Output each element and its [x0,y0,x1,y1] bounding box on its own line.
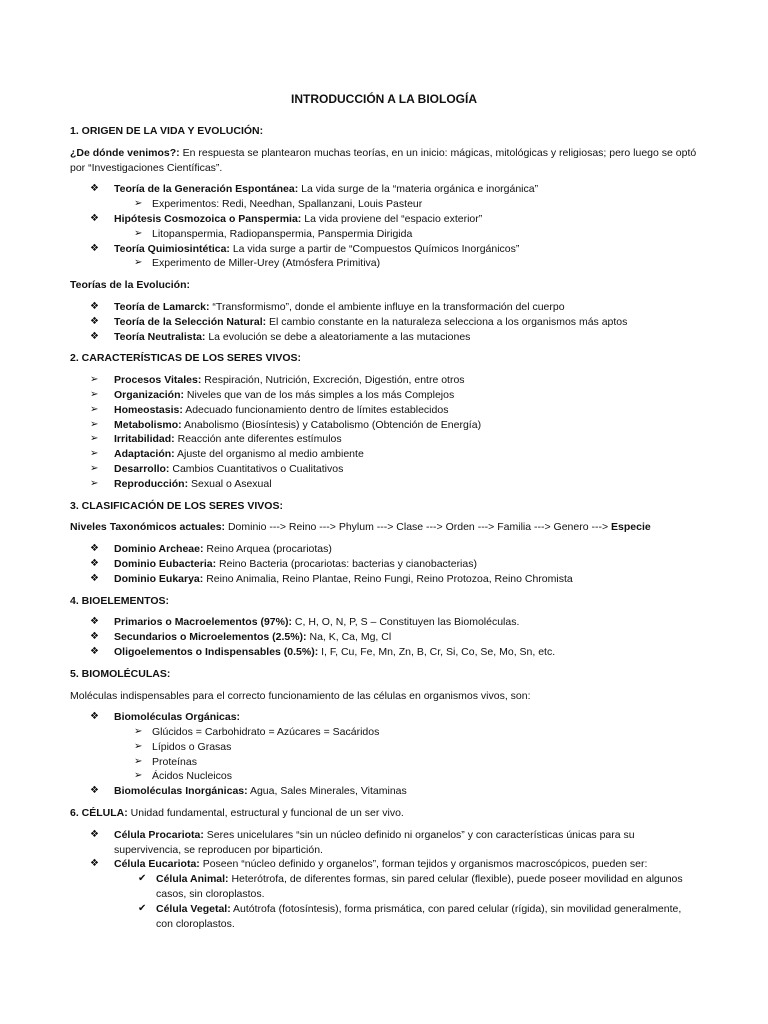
item-text: Seres unicelulares “sin un núcleo definido ni organelos” y con características únicas para su supervivencia, se reproducen por bipartición. [114,828,635,856]
item-text: Sexual o Asexual [188,477,272,490]
section-6-heading [70,806,700,821]
item-label: Dominio Eukarya: [114,572,204,585]
list-item [70,373,700,388]
list-item [70,828,700,858]
arrow-bullet-icon: ➢ [90,403,99,415]
check-bullet-icon: ✔ [138,902,147,914]
list-item [70,902,700,932]
diamond-bullet-icon: ❖ [90,631,99,643]
list-item [70,542,700,557]
item-text: I, F, Cu, Fe, Mn, Zn, B, Cr, Si, Co, Se, Mo, Sn, etc. [318,645,556,658]
list-item [70,227,700,242]
origin-theories-list [70,212,700,227]
list-item [70,630,700,645]
item-label: Desarrollo: [114,462,170,475]
origin-question-text: En respuesta se plantearon muchas teorías, en un inicio: mágicas, mitológicas y religiosas; pero luego se optó por “Investigaciones Científicas”. [70,146,697,174]
subitem-text: Ácidos Nucleicos [152,770,232,783]
diamond-bullet-icon: ❖ [90,183,99,195]
sublist [70,197,700,212]
cell-types-list [70,828,700,872]
list-item [70,477,700,492]
arrow-bullet-icon: ➢ [134,740,143,752]
item-label: Hipótesis Cosmozoica o Panspermia: [114,212,302,225]
item-label: Biomoléculas Orgánicas: [114,711,241,724]
item-text: Ajuste del organismo al medio ambiente [174,448,364,461]
item-text: Reacción ante diferentes estímulos [174,433,342,446]
list-item [70,330,700,345]
list-item [70,740,700,755]
subitem-text: Glúcidos = Carbohidrato = Azúcares = Sacáridos [152,726,380,739]
document-body [70,124,700,938]
evolution-heading-text: Teorías de la Evolución: [70,279,191,292]
section-4-heading: 4. BIOELEMENTOS: [70,594,169,607]
document-title: INTRODUCCIÓN A LA BIOLOGÍA [291,92,477,106]
arrow-bullet-icon: ➢ [90,462,99,474]
item-text: Cambios Cuantitativos o Cualitativos [169,462,344,475]
diamond-bullet-icon: ❖ [90,300,99,312]
item-text: La vida surge de la “materia orgánica e inorgánica” [298,183,539,196]
list-item [70,432,700,447]
subitem-text: Experimentos: Redi, Needhan, Spallanzani, Louis Pasteur [152,198,423,211]
sublist [70,725,700,784]
item-text: Adecuado funcionamiento dentro de límites establecidos [182,403,449,416]
arrow-bullet-icon: ➢ [90,388,99,400]
item-label: Célula Procariota: [114,828,204,841]
diamond-bullet-icon: ❖ [90,858,99,870]
list-item [70,242,700,257]
item-text: Niveles que van de los más simples a los más Complejos [184,388,455,401]
origin-question-paragraph [70,146,700,176]
list-item [70,755,700,770]
arrow-bullet-icon: ➢ [134,726,143,738]
section-3-heading: 3. CLASIFICACIÓN DE LOS SERES VIVOS: [70,499,283,512]
evolution-theories-list [70,300,700,344]
item-text: Poseen “núcleo definido y organelos”, forman tejidos y organismos macroscópicos, pueden ser: [199,858,648,871]
section-6-label: 6. CÉLULA: [70,807,128,820]
item-label: Reproducción: [114,477,189,490]
item-text: Autótrofa (fotosíntesis), forma prismática, con pared celular (rígida), sin movilidad generalmente, con cloroplastos. [156,902,682,930]
item-label: Procesos Vitales: [114,374,202,387]
item-label: Irritabilidad: [114,433,175,446]
list-item [70,710,700,725]
item-text: Reino Animalia, Reino Plantae, Reino Fungi, Reino Protozoa, Reino Chromista [203,572,573,585]
item-label: Dominio Eubacteria: [114,557,217,570]
bioelements-list [70,615,700,659]
taxonomic-levels-text: Dominio ---> Reino ---> Phylum ---> Clase ---> Orden ---> Familia ---> Genero ---> [225,521,612,534]
diamond-bullet-icon: ❖ [90,645,99,657]
arrow-bullet-icon: ➢ [90,477,99,489]
item-label: Célula Eucariota: [114,858,200,871]
list-item [70,572,700,587]
arrow-bullet-icon: ➢ [134,198,143,210]
item-label: Teoría Neutralista: [114,330,206,343]
check-bullet-icon: ✔ [138,873,147,885]
item-label: Célula Animal: [156,873,229,886]
item-text: El cambio constante en la naturaleza selecciona a los organismos más aptos [266,315,628,328]
diamond-bullet-icon: ❖ [90,785,99,797]
diamond-bullet-icon: ❖ [90,616,99,628]
item-text: Respiración, Nutrición, Excreción, Digestión, entre otros [201,374,465,387]
arrow-bullet-icon: ➢ [134,755,143,767]
taxonomic-levels-label: Niveles Taxonómicos actuales: [70,521,226,534]
diamond-bullet-icon: ❖ [90,543,99,555]
subitem-text: Experimento de Miller-Urey (Atmósfera Primitiva) [152,257,381,270]
taxonomic-levels-paragraph [70,520,700,535]
diamond-bullet-icon: ❖ [90,557,99,569]
list-item [70,300,700,315]
subitem-text: Litopanspermia, Radiopanspermia, Panspermia Dirigida [152,227,413,240]
arrow-bullet-icon: ➢ [90,433,99,445]
list-item [70,182,700,197]
item-text: Anabolismo (Biosíntesis) y Catabolismo (Obtención de Energía) [181,418,482,431]
subitem-text: Lípidos o Grasas [152,740,232,753]
item-text: La vida proviene del “espacio exterior” [301,212,483,225]
evolution-heading [70,278,700,293]
list-item [70,784,700,799]
item-label: Teoría Quimiosintética: [114,242,230,255]
arrow-bullet-icon: ➢ [90,374,99,386]
arrow-bullet-icon: ➢ [134,770,143,782]
item-label: Adaptación: [114,448,175,461]
list-item [70,403,700,418]
diamond-bullet-icon: ❖ [90,711,99,723]
section-6-text: Unidad fundamental, estructural y funcional de un ser vivo. [127,807,404,820]
arrow-bullet-icon: ➢ [134,227,143,239]
diamond-bullet-icon: ❖ [90,330,99,342]
organic-biomolecules-list [70,710,700,725]
item-text: Reino Arquea (procariotas) [203,543,332,556]
diamond-bullet-icon: ❖ [90,315,99,327]
subitem-text: Proteínas [152,755,197,768]
item-text: “Transformismo”, donde el ambiente influye en la transformación del cuerpo [209,300,565,313]
list-item [70,256,700,271]
item-label: Secundarios o Microelementos (2.5%): [114,631,307,644]
list-item [70,857,700,872]
arrow-bullet-icon: ➢ [134,257,143,269]
item-text: C, H, O, N, P, S – Constituyen las Biomoléculas. [291,616,520,629]
item-text: Heterótrofa, de diferentes formas, sin pared celular (flexible), puede poseer movilidad en algunos casos, sin cloroplastos. [156,873,683,901]
biomolecules-intro: Moléculas indispensables para el correcto funcionamiento de las células en organismos vivos, son: [70,689,531,702]
item-label: Teoría de Lamarck: [114,300,210,313]
list-item [70,315,700,330]
diamond-bullet-icon: ❖ [90,572,99,584]
list-item [70,769,700,784]
item-label: Biomoléculas Inorgánicas: [114,785,248,798]
item-label: Oligoelementos o Indispensables (0.5%): [114,645,319,658]
item-label: Célula Vegetal: [156,902,231,915]
list-item [70,615,700,630]
item-text: Reino Bacteria (procariotas: bacterias y cianobacterias) [216,557,477,570]
domains-list [70,542,700,586]
list-item [70,462,700,477]
origin-theories-list [70,182,700,197]
list-item [70,725,700,740]
list-item [70,447,700,462]
item-text: Na, K, Ca, Mg, Cl [306,631,392,644]
list-item [70,645,700,660]
list-item [70,418,700,433]
diamond-bullet-icon: ❖ [90,242,99,254]
characteristics-list [70,373,700,491]
item-label: Teoría de la Selección Natural: [114,315,267,328]
diamond-bullet-icon: ❖ [90,212,99,224]
section-2-heading: 2. CARACTERÍSTICAS DE LOS SERES VIVOS: [70,352,302,365]
sublist [70,256,700,271]
section-5-heading: 5. BIOMOLÉCULAS: [70,667,171,680]
list-item [70,212,700,227]
item-label: Primarios o Macroelementos (97%): [114,616,292,629]
item-text: La evolución se debe a aleatoriamente a las mutaciones [205,330,471,343]
item-label: Teoría de la Generación Espontánea: [114,183,299,196]
arrow-bullet-icon: ➢ [90,448,99,460]
list-item [70,557,700,572]
list-item [70,872,700,902]
eukaryote-types-list [70,872,700,931]
section-1-heading: 1. ORIGEN DE LA VIDA Y EVOLUCIÓN: [70,125,264,137]
origin-question-label: ¿De dónde venimos?: [70,146,180,159]
list-item [70,388,700,403]
item-label: Homeostasis: [114,403,183,416]
inorganic-biomolecules-list [70,784,700,799]
item-text: Agua, Sales Minerales, Vitaminas [247,785,407,798]
item-label: Metabolismo: [114,418,182,431]
item-label: Organización: [114,388,185,401]
taxonomic-levels-end: Especie [611,521,651,534]
item-text: La vida surge a partir de “Compuestos Químicos Inorgánicos” [229,242,520,255]
origin-theories-list [70,242,700,257]
list-item [70,197,700,212]
arrow-bullet-icon: ➢ [90,418,99,430]
sublist [70,227,700,242]
diamond-bullet-icon: ❖ [90,828,99,840]
item-label: Dominio Archeae: [114,543,204,556]
